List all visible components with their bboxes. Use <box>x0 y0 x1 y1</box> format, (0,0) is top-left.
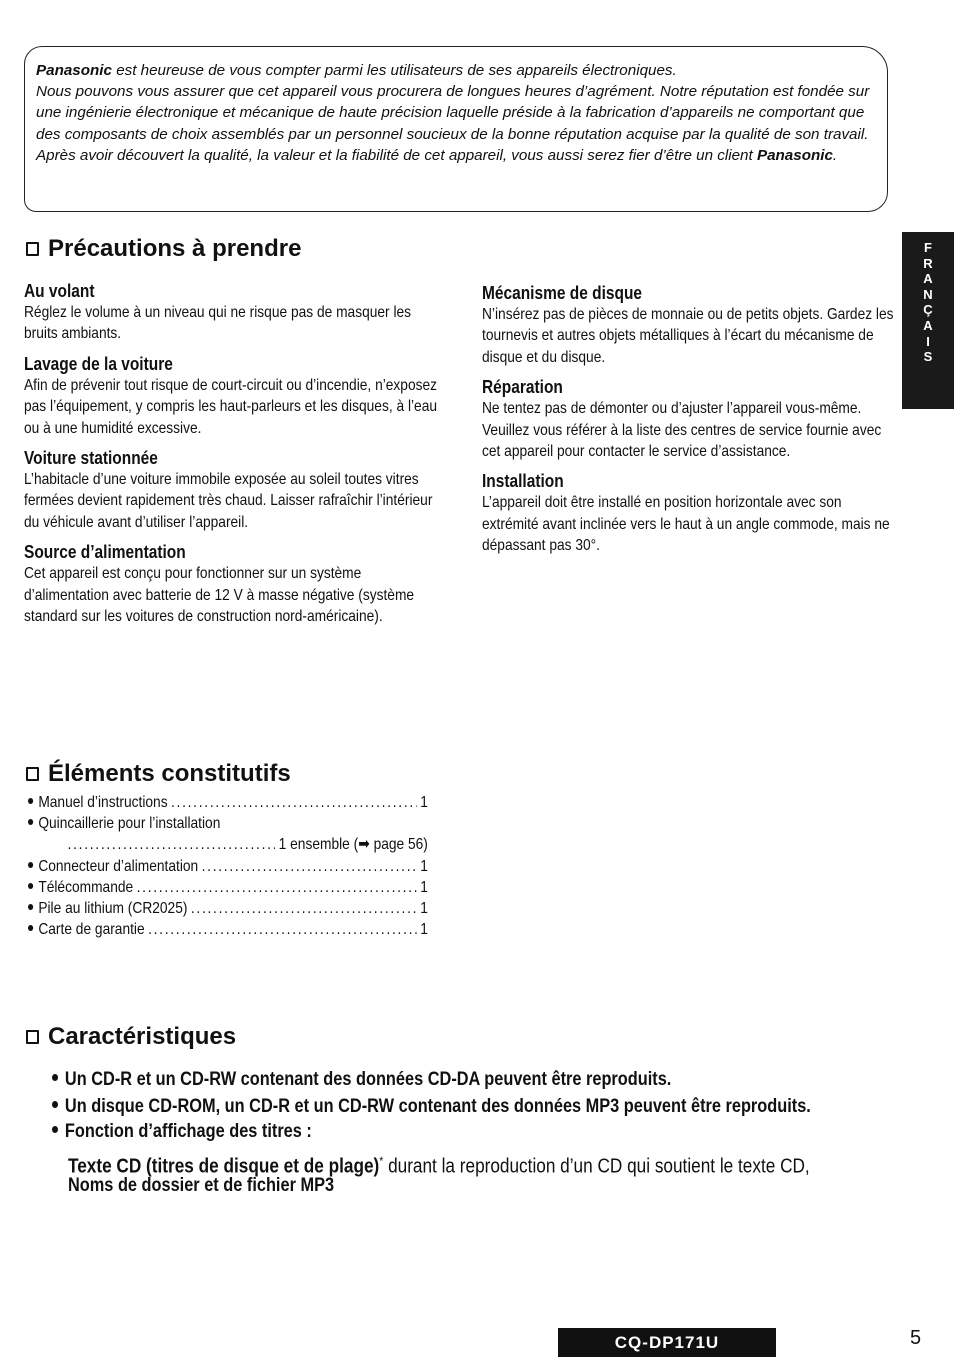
precautions-title <box>26 235 301 263</box>
side-tab-letter: S <box>923 349 933 365</box>
features-title-text: Caractéristiques <box>48 1023 237 1050</box>
precaution-text: Cet appareil est conçu pour fonctionner sur un système d’alimentation avec batterie de 12 V à masse négative (système standard sur les voitures de construction nord-américaine). <box>24 565 415 626</box>
item-label: Pile au lithium (CR2025) <box>38 900 188 918</box>
item-quantity: 1 <box>420 921 428 939</box>
precaution-block <box>24 280 444 345</box>
feature-text: Un CD-R et un CD-RW contenant des données CD-DA peuvent être reproduits. <box>64 1069 672 1090</box>
language-side-tab <box>902 232 954 409</box>
asterisk: * <box>379 1154 384 1168</box>
bullet-icon <box>52 1101 58 1108</box>
precaution-heading: Lavage de la voiture <box>24 353 173 374</box>
precaution-text: Réglez le volume à un niveau qui ne risque pas de masquer les bruits ambiants. <box>24 304 412 343</box>
side-tab-letter: R <box>923 255 933 271</box>
precaution-text: L’appareil doit être installé en position horizontale avec son extrémité avant inclinée vers le haut à un angle commode, mais ne dépassant pas 30°. <box>482 494 890 555</box>
item-quantity: 1 <box>420 857 428 875</box>
item-label: Carte de garantie <box>38 921 145 939</box>
list-item <box>28 813 428 834</box>
item-label: Connecteur d’alimentation <box>38 857 199 875</box>
elements-title <box>26 760 291 788</box>
list-item <box>28 919 428 940</box>
list-item <box>28 792 428 813</box>
leader-dots <box>68 834 276 855</box>
precaution-text: N’insérez pas de pièces de monnaie ou de petits objets. Gardez les tournevis et autres objets métalliques à l’écart du mécanisme de disque et du disque. <box>482 306 894 366</box>
feature-item <box>52 1119 826 1145</box>
precaution-heading: Réparation <box>482 377 563 398</box>
item-quantity: 1 ensemble (➡ page 56) <box>278 836 428 854</box>
precautions-title-text: Précautions à prendre <box>48 235 302 262</box>
precaution-heading: Source d’alimentation <box>24 542 186 563</box>
feature-detail-text: durant la reproduction d’un CD qui soutient le texte CD, <box>383 1155 810 1178</box>
model-number-bar: CQ-DP171U <box>558 1328 776 1357</box>
feature-detail-line-text: Noms de dossier et de fichier MP3 <box>68 1175 335 1196</box>
side-tab-letter: A <box>923 317 933 333</box>
elements-list <box>28 792 428 940</box>
precaution-heading: Installation <box>482 471 564 492</box>
leader-dots <box>202 856 417 877</box>
feature-item <box>52 1067 826 1093</box>
page-number: 5 <box>910 1327 922 1349</box>
bullet-icon <box>52 1126 58 1133</box>
precaution-heading: Voiture stationnée <box>24 448 158 469</box>
side-tab-letter: A <box>923 271 933 287</box>
checkbox-square-icon <box>26 1030 39 1044</box>
bullet-icon <box>28 819 33 825</box>
side-tab-letter: F <box>924 240 932 255</box>
precaution-text: Afin de prévenir tout risque de court-circuit ou d’incendie, n’exposez pas l’équipement, y compris les haut-parleurs et les disques, à l’eau ou à une humidité excessive. <box>24 376 438 437</box>
item-label: Quincaillerie pour l’installation <box>38 815 221 833</box>
intro-period: . <box>832 146 838 164</box>
bullet-icon <box>28 798 33 804</box>
feature-detail-bold: Texte CD (titres de disque et de plage) <box>68 1155 380 1178</box>
bullet-icon <box>28 904 33 910</box>
intro-text <box>36 60 882 166</box>
bullet-icon <box>28 925 33 931</box>
side-tab-letter: N <box>923 286 933 302</box>
intro-paragraph: Nous pouvons vous assurer que cet appareil vous procurera de longues heures d’agrément. Notre réputation est fondée sur une ingénierie électronique et mécanique de haute précision laquelle préside à la fabrication d’appareils ne comportant que des composants de choix assemblés par un personnel soucieux de la bonne réputation acquise par la qualité de son travail. Après avoir découvert la qualité, la valeur et la fiabilité de cet appareil, vous aussi serez fier d’être un client <box>36 83 870 164</box>
precautions-right-column <box>482 282 902 565</box>
list-item-continuation <box>28 834 428 855</box>
feature-item <box>52 1094 826 1120</box>
item-quantity: 1 <box>420 794 428 811</box>
bullet-icon <box>28 883 33 889</box>
precaution-heading: Mécanisme de disque <box>482 283 643 303</box>
leader-dots <box>148 919 417 940</box>
checkbox-square-icon <box>26 242 39 256</box>
elements-title-text: Éléments constitutifs <box>48 760 291 787</box>
leader-dots <box>171 792 417 813</box>
side-tab-letter: Ç <box>923 302 933 318</box>
feature-detail-line <box>68 1173 842 1199</box>
features-title <box>26 1023 236 1051</box>
list-item <box>28 877 428 898</box>
precaution-block <box>24 447 444 533</box>
precaution-block <box>24 353 444 439</box>
leader-dots <box>137 877 417 898</box>
item-quantity: 1 <box>420 900 428 918</box>
bullet-icon <box>52 1074 58 1081</box>
feature-text: Un disque CD-ROM, un CD-R et un CD-RW contenant des données MP3 peuvent être reproduits. <box>64 1096 811 1117</box>
list-item <box>28 898 428 919</box>
item-label: Télécommande <box>38 878 134 896</box>
item-label: Manuel d’instructions <box>38 794 168 811</box>
checkbox-square-icon <box>26 767 39 781</box>
precaution-block <box>482 470 902 556</box>
precaution-block <box>24 541 444 627</box>
side-tab-letter: I <box>926 333 930 349</box>
precautions-left-column <box>24 280 444 635</box>
feature-text: Fonction d’affichage des titres : <box>64 1121 312 1142</box>
precaution-block <box>482 282 902 368</box>
leader-dots <box>191 898 417 919</box>
precaution-text: Ne tentez pas de démonter ou d’ajuster l’appareil vous-même. Veuillez vous référer à la liste des centres de service fournie avec cet appareil pour contacter le service d’assistance. <box>482 400 882 461</box>
brand-name-end: Panasonic <box>756 146 833 164</box>
item-quantity: 1 <box>420 878 428 896</box>
intro-line-1: est heureuse de vous compter parmi les utilisateurs de ses appareils électroniques. <box>111 62 677 79</box>
precaution-text: L’habitacle d’une voiture immobile exposée au soleil toutes vitres fermées devient rapidement très chaud. Laisser rafraîchir l’intérieur du véhicule avant d’utiliser l’appareil. <box>24 471 433 531</box>
bullet-icon <box>28 862 33 868</box>
brand-name: Panasonic <box>36 62 112 79</box>
list-item <box>28 856 428 877</box>
precaution-block <box>482 376 902 462</box>
precaution-heading: Au volant <box>24 281 95 301</box>
